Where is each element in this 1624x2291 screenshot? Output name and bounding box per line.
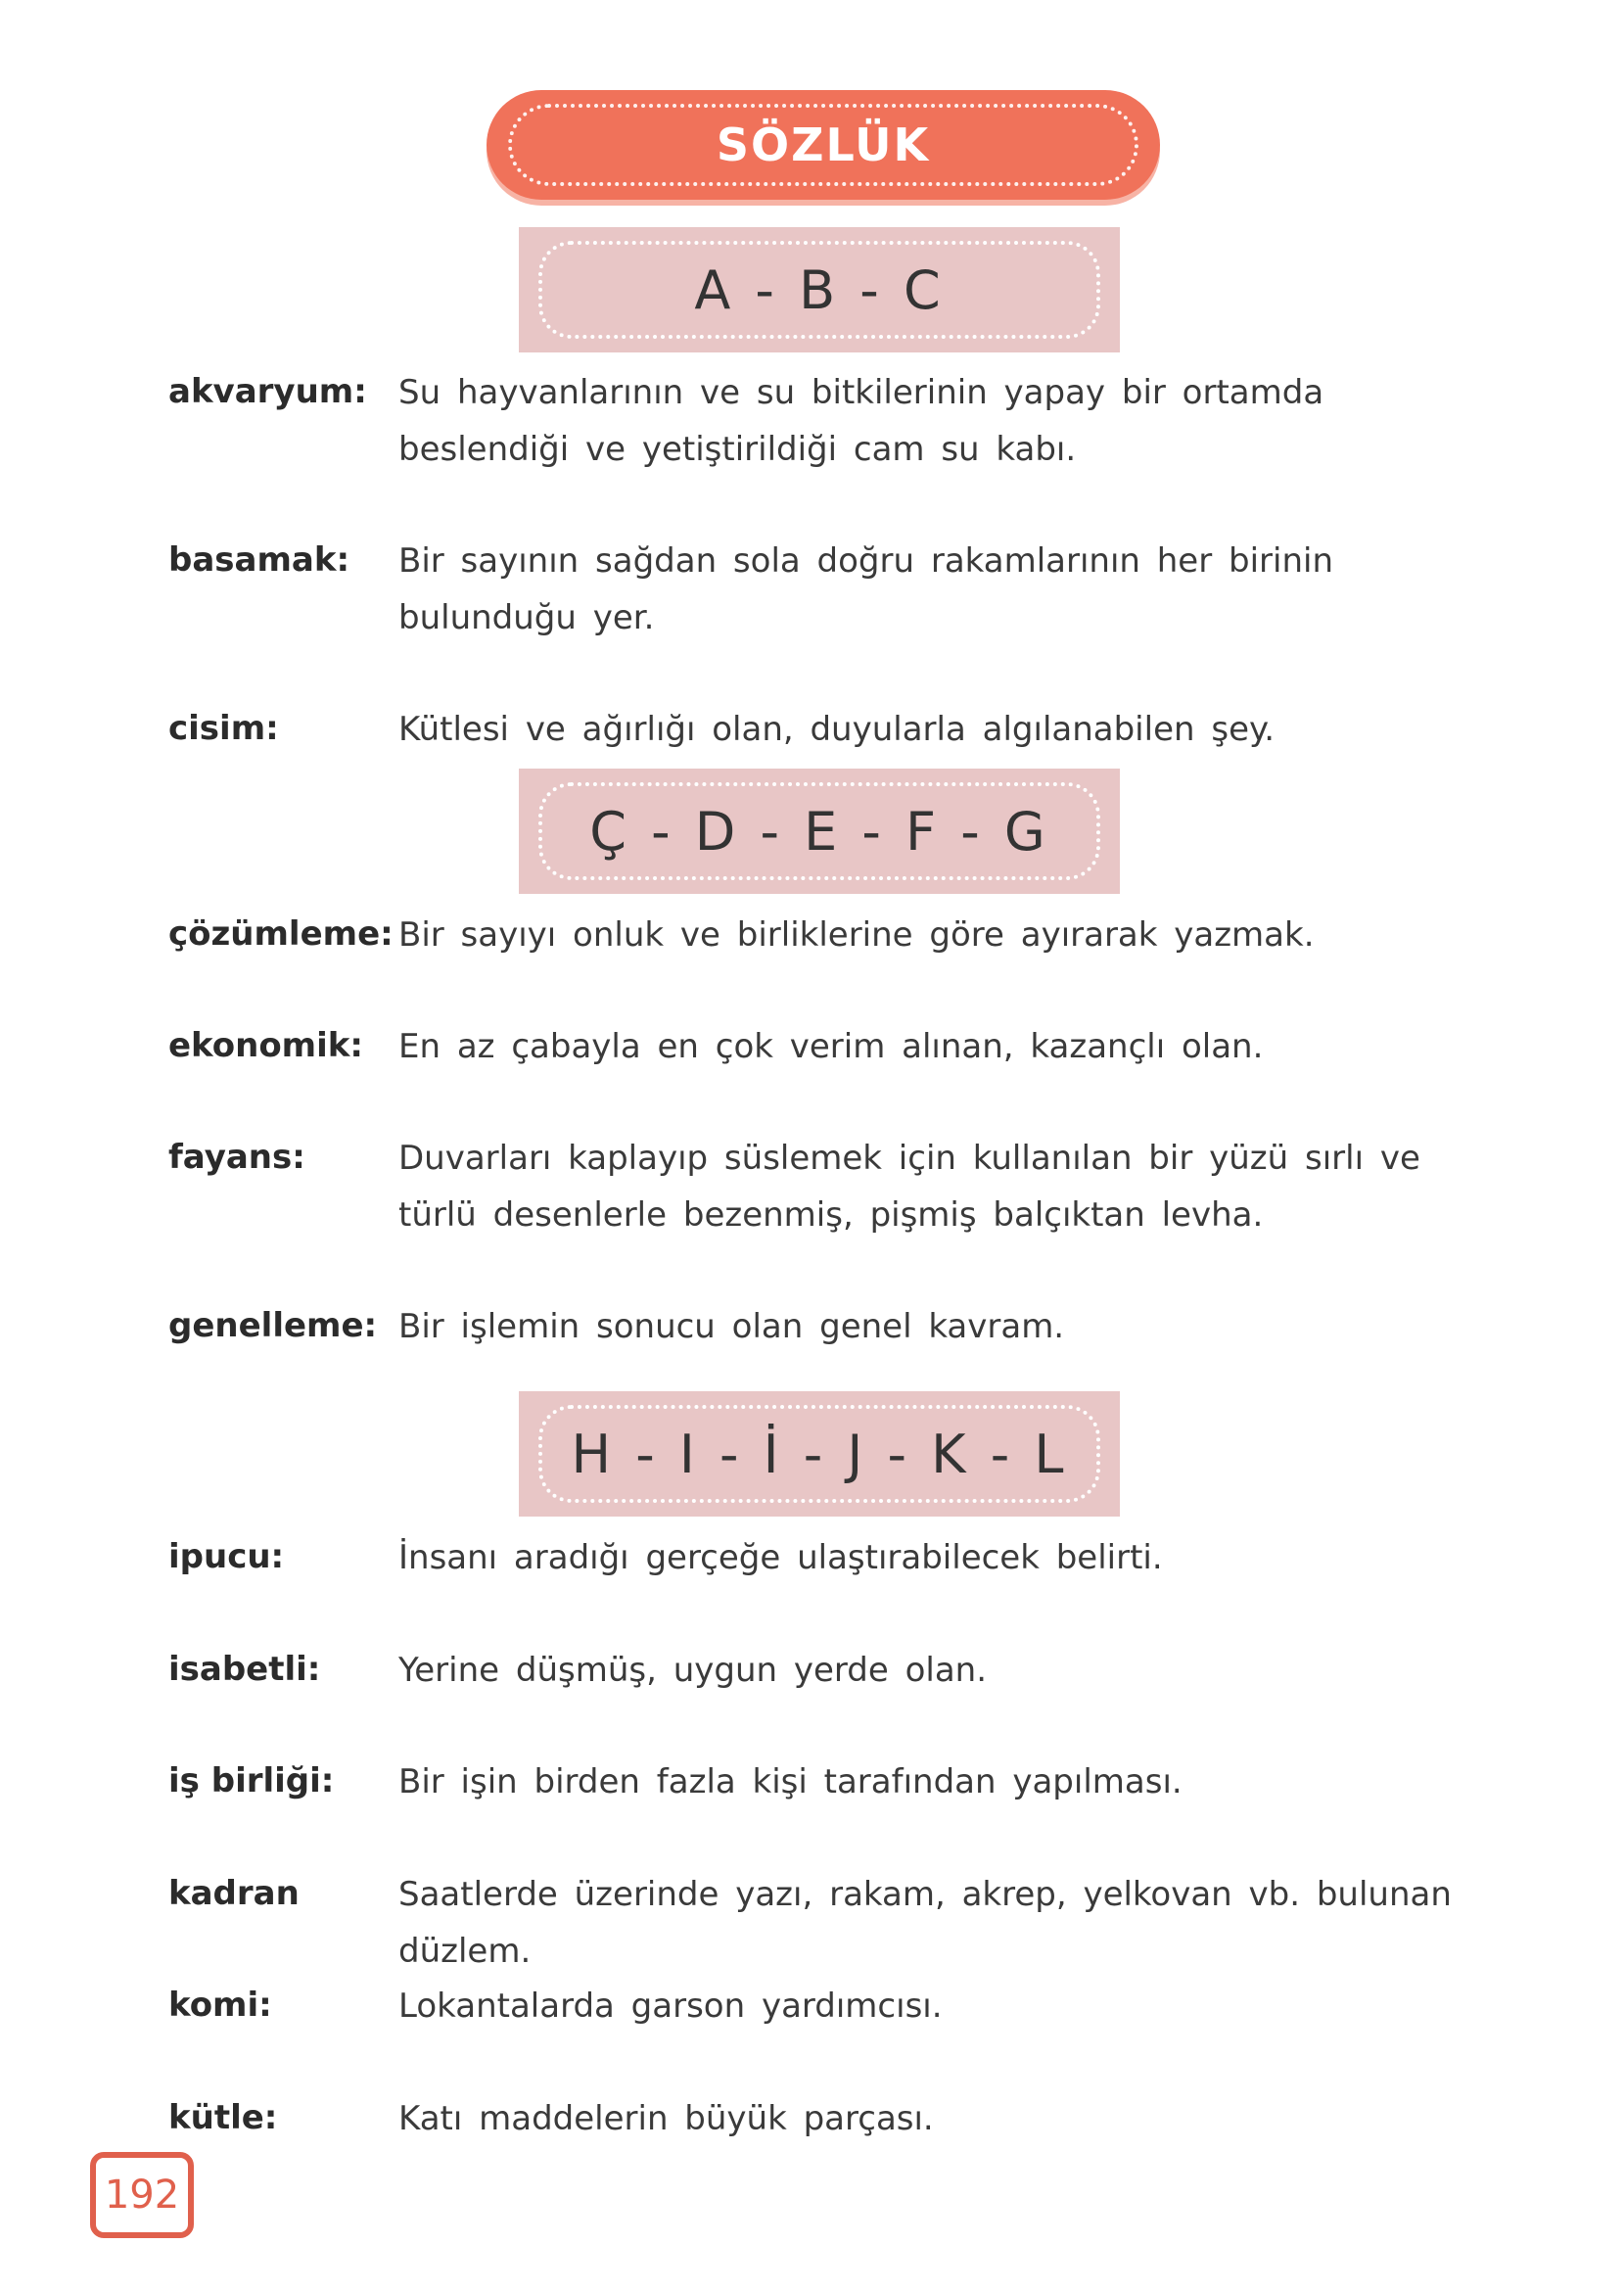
definition-ipucu: İnsanı aradığı gerçeğe ulaştırabilecek belirti. [398,1538,1163,1577]
page-number-box [90,2152,194,2238]
term-is-birligi: iş birliği: [168,1761,335,1800]
definition-isabetli: Yerine düşmüş, uygun yerde olan. [398,1651,988,1690]
title-dotted-frame [508,104,1138,186]
definition-genelleme: Bir işlemin sonucu olan genel kavram. [398,1307,1065,1346]
term-akvaryum: akvaryum: [168,372,367,411]
definition-is-birligi: Bir işin birden fazla kişi tarafından yapılması. [398,1762,1183,1801]
definition-cozumleme: Bir sayıyı onluk ve birliklerine göre ayırarak yazmak. [398,915,1315,955]
term-genelleme: genelleme: [168,1306,378,1345]
term-kadran: kadran [168,1874,300,1913]
dictionary-title-banner [487,90,1160,200]
term-isabetli: isabetli: [168,1650,321,1689]
definition-kutle: Katı maddelerin büyük parçası. [398,2099,934,2138]
definition-ekonomik: En az çabayla en çok verim alınan, kazançlı olan. [398,1027,1264,1066]
term-ekonomik: ekonomik: [168,1026,363,1065]
section-header-hijkl [519,1391,1120,1517]
definition-fayans: Duvarları kaplayıp süslemek için kullanılan bir yüzü sırlı ve türlü desenlerle bezenmiş, pişmiş balçıktan levha. [398,1139,1420,1235]
term-cozumleme: çözümleme: [168,914,394,954]
definition-komi: Lokantalarda garson yardımcısı. [398,1987,943,2026]
section-letters: H - I - İ - J - K - L [571,1423,1068,1485]
section-dotted-frame [538,1405,1100,1503]
definition-kadran: Saatlerde üzerinde yazı, rakam, akrep, yelkovan vb. bulunan düzlem. [398,1875,1452,1971]
definition-cisim: Kütlesi ve ağırlığı olan, duyularla algılanabilen şey. [398,710,1276,749]
section-header-abc [519,227,1120,352]
section-header-cdefg [519,769,1120,894]
section-letters: A - B - C [694,258,945,321]
term-kutle: kütle: [168,2098,278,2137]
term-komi: komi: [168,1986,272,2025]
definition-basamak: Bir sayının sağdan sola doğru rakamlarının her birinin bulunduğu yer. [398,541,1334,637]
definition-akvaryum: Su hayvanlarının ve su bitkilerinin yapay bir ortamda beslendiği ve yetiştirildiği cam su kabı. [398,373,1324,469]
term-basamak: basamak: [168,540,350,580]
section-dotted-frame [538,782,1100,880]
page-title: SÖZLÜK [716,118,931,171]
section-letters: Ç - D - E - F - G [589,800,1049,863]
term-ipucu: ipucu: [168,1537,285,1576]
term-fayans: fayans: [168,1138,305,1177]
page-number: 192 [104,2173,180,2218]
term-cisim: cisim: [168,709,279,748]
section-dotted-frame [538,241,1100,339]
